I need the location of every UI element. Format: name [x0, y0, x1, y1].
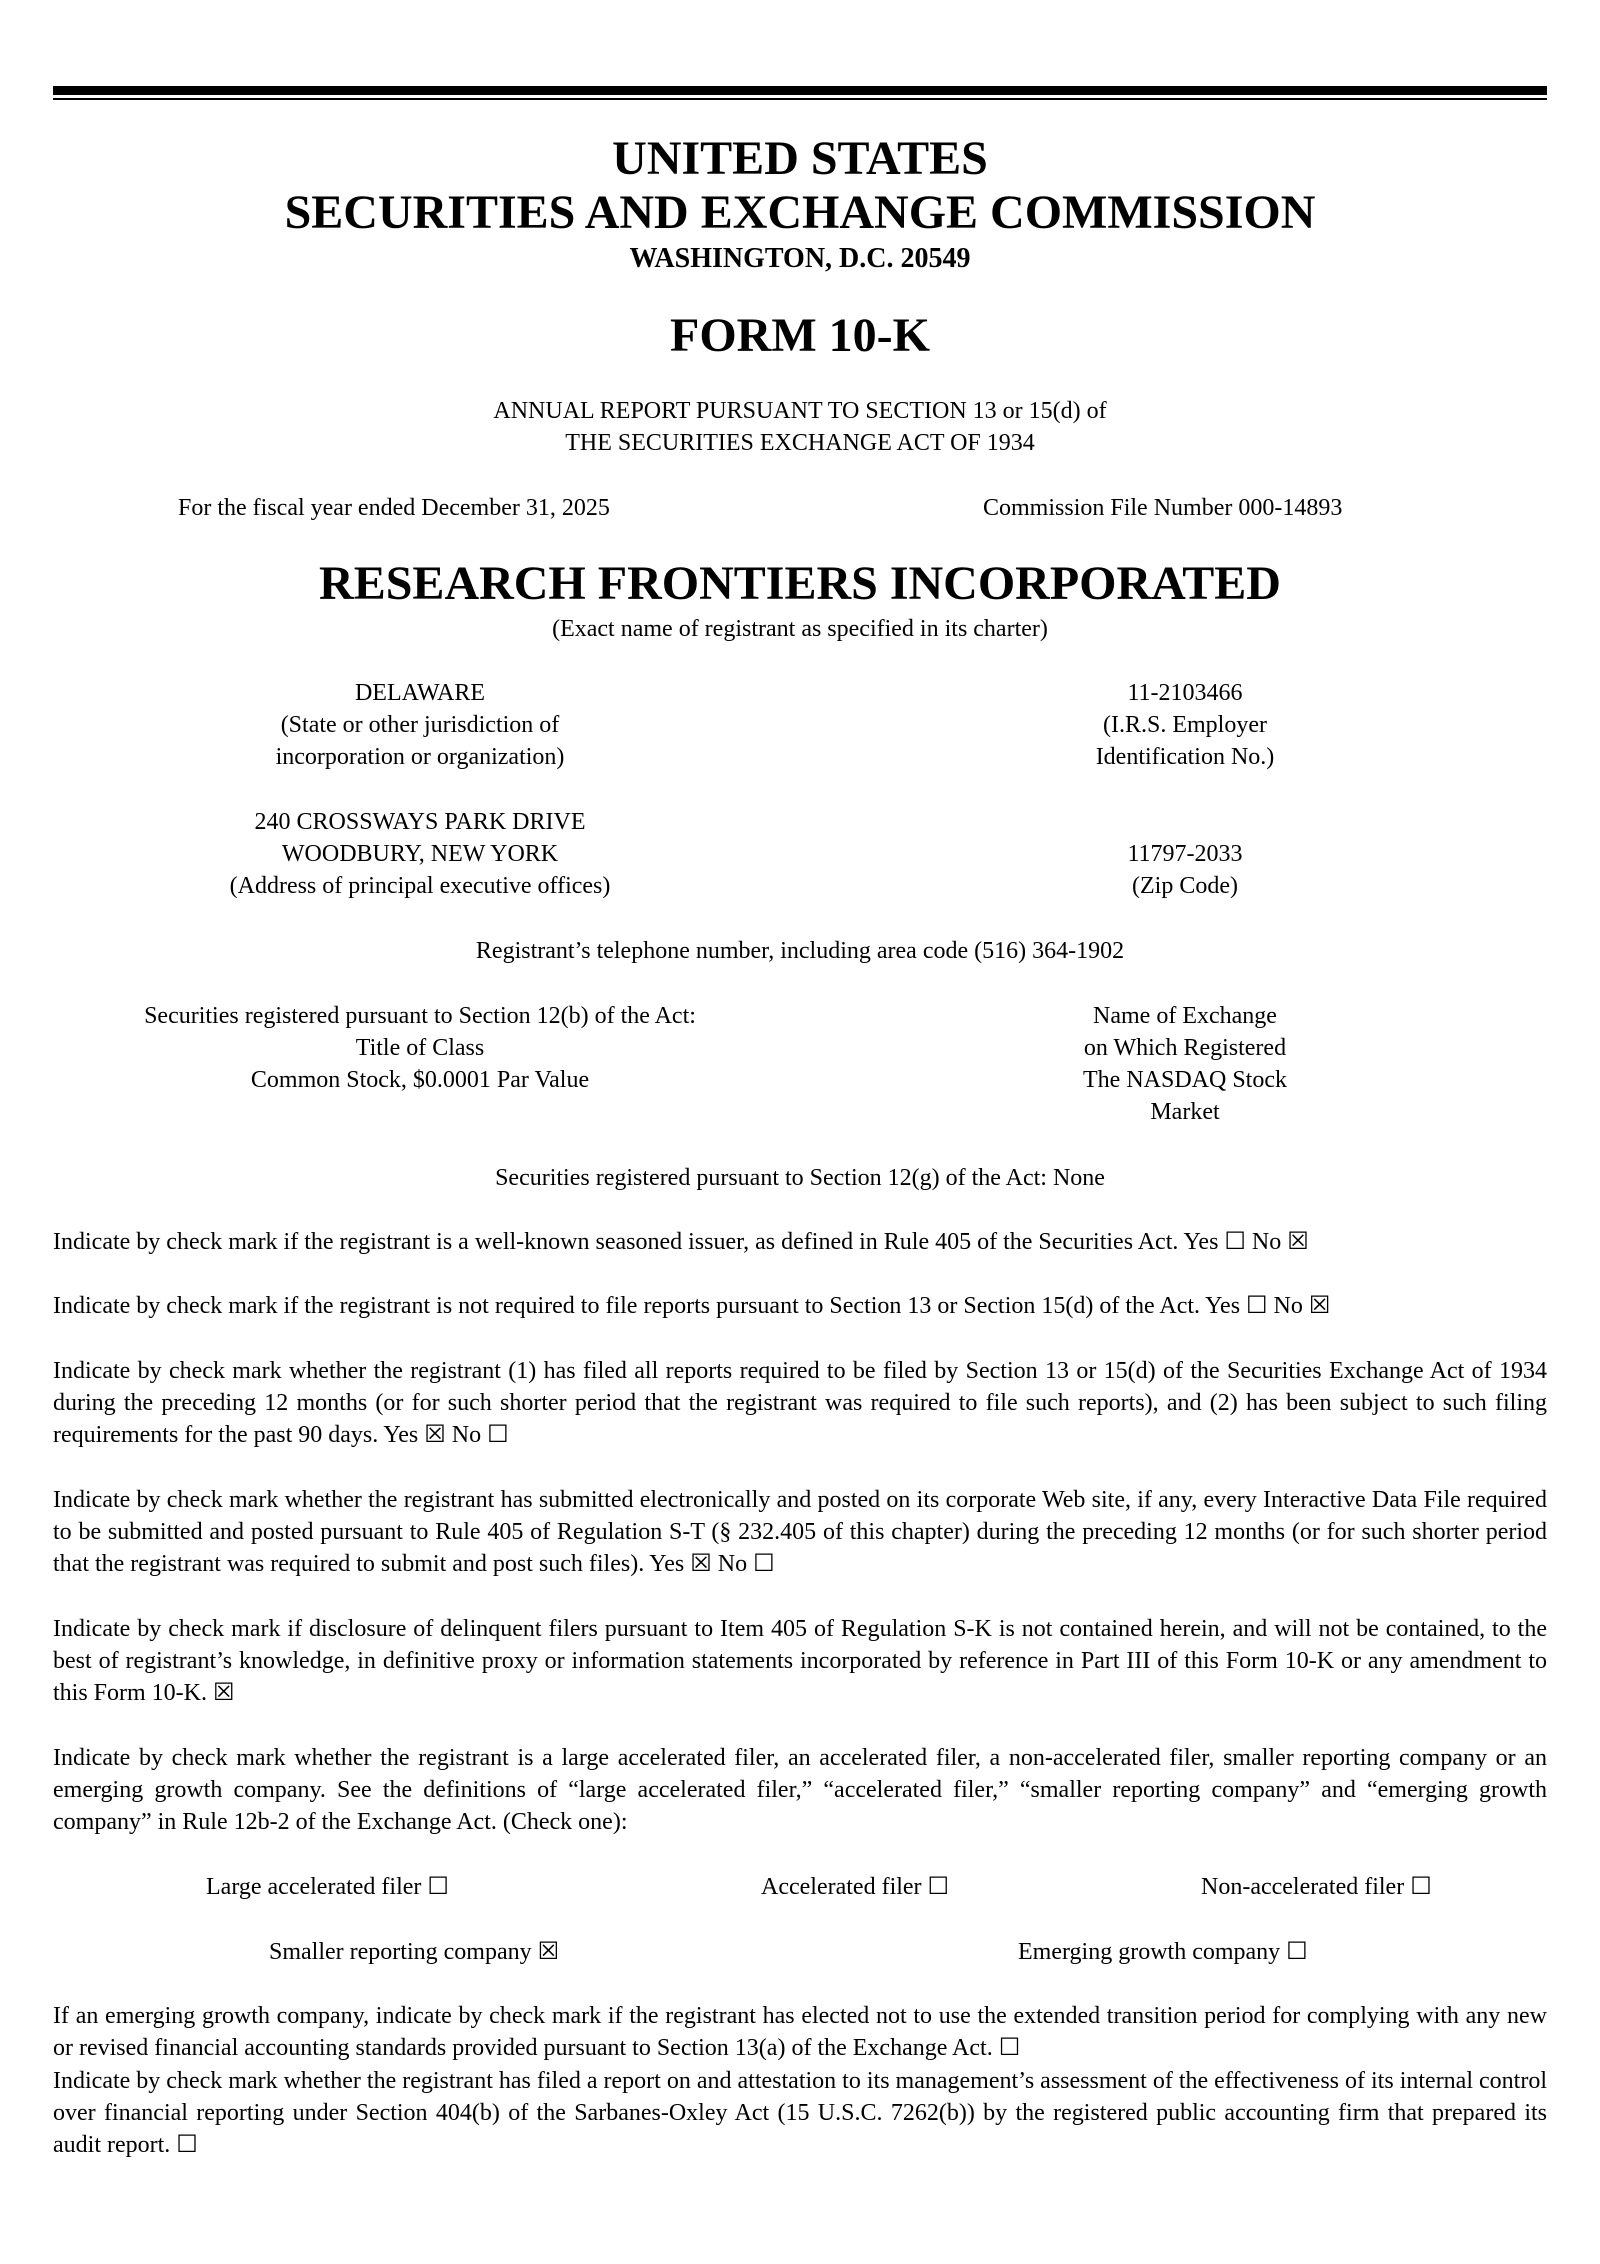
- header-sec: SECURITIES AND EXCHANGE COMMISSION: [284, 186, 1316, 239]
- state-caption-2: incorporation or organization): [275, 744, 565, 770]
- check-attestation: Indicate by check mark whether the registrant has filed a report on and attestation to its management’s assessment of the effectiveness of its internal control over financial reporting under Section 404(b) of the Sarbanes-Oxley Act (15 U.S.C. 7262(b)) by the registered public accounting firm that prepared its audit report. ☐: [53, 2068, 1547, 2158]
- header-united-states: UNITED STATES: [612, 132, 988, 185]
- option-non-accelerated-filer[interactable]: Non-accelerated filer ☐: [1201, 1874, 1432, 1900]
- exchange-block: [1035, 1000, 1335, 1128]
- top-rule-thick: [53, 86, 1547, 95]
- annual-report-line2: THE SECURITIES EXCHANGE ACT OF 1934: [565, 430, 1035, 456]
- form-title: FORM 10-K: [670, 309, 930, 362]
- state-block: [120, 677, 720, 773]
- check-delinquent-filers: Indicate by check mark if disclosure of delinquent filers pursuant to Item 405 of Regulation S-K is not contained herein, and will not be contained, to the best of registrant’s knowledge, in definitive proxy or information statements incorporated by reference in Part III of this Form 10-K or any amendment to this Form 10-K. ☒: [53, 1616, 1547, 1706]
- check-filed-all-reports: Indicate by check mark whether the registrant (1) has filed all reports required to be filed by Section 13 or 15(d) of the Securities Exchange Act of 1934 during the preceding 12 months (or for such shorter period that the registrant was required to file such reports), and (2) has been subject to such filing requirements for the past 90 days. Yes ☒ No ☐: [53, 1358, 1547, 1448]
- zip-block: [1035, 838, 1335, 902]
- top-rule-thin: [53, 98, 1547, 100]
- securities-12b-block: [60, 1000, 780, 1096]
- registrant-name-caption: (Exact name of registrant as specified in its charter): [552, 616, 1048, 642]
- option-accelerated-filer[interactable]: Accelerated filer ☐: [761, 1874, 950, 1900]
- check-interactive-data: Indicate by check mark whether the registrant has submitted electronically and posted on its corporate Web site, if any, every Interactive Data File required to be submitted and posted pursuant to Rule 405 of Regulation S-T (§ 232.405 of this chapter) during the preceding 12 months (or for such shorter period that the registrant was required to submit and post such files). Yes ☒ No ☐: [53, 1487, 1547, 1577]
- title-of-class-label: Title of Class: [355, 1035, 485, 1061]
- ein-caption-1: (I.R.S. Employer: [1103, 712, 1267, 738]
- exchange-label-2: on Which Registered: [1083, 1035, 1287, 1061]
- check-transition-period: If an emerging growth company, indicate by check mark if the registrant has elected not to use the extended transition period for complying with any new or revised financial accounting standards provided pursuant to Section 13(a) of the Exchange Act. ☐: [53, 2003, 1547, 2061]
- exchange-value-1: The NASDAQ Stock: [1083, 1067, 1287, 1093]
- exchange-value-2: Market: [1150, 1099, 1220, 1125]
- registrant-telephone: Registrant’s telephone number, including area code (516) 364-1902: [475, 938, 1125, 964]
- check-filer-type: Indicate by check mark whether the registrant is a large accelerated filer, an accelerated filer, a non-accelerated filer, smaller reporting company or an emerging growth company. See the definitions of “large accelerated filer,” “accelerated filer,” “smaller reporting company” and “emerging growth company” in Rule 12b-2 of the Exchange Act. (Check one):: [53, 1745, 1547, 1835]
- section-12g: Securities registered pursuant to Section 12(g) of the Act: None: [495, 1165, 1105, 1191]
- option-emerging-growth-company[interactable]: Emerging growth company ☐: [1018, 1939, 1308, 1965]
- ein-caption-2: Identification No.): [1095, 744, 1275, 770]
- address-caption: (Address of principal executive offices): [229, 873, 611, 899]
- address-line-1: 240 CROSSWAYS PARK DRIVE: [254, 809, 586, 835]
- ein-block: [1035, 677, 1335, 773]
- option-smaller-reporting-company[interactable]: Smaller reporting company ☒: [269, 1939, 560, 1965]
- exchange-label-1: Name of Exchange: [1093, 1003, 1277, 1029]
- fiscal-year-ended: For the fiscal year ended December 31, 2025: [178, 495, 610, 521]
- section-12b-label: Securities registered pursuant to Section 12(b) of the Act:: [144, 1003, 696, 1029]
- ein-value: 11-2103466: [1127, 680, 1243, 706]
- annual-report-line1: ANNUAL REPORT PURSUANT TO SECTION 13 or 15(d) of: [493, 398, 1107, 424]
- registrant-name: RESEARCH FRONTIERS INCORPORATED: [319, 557, 1281, 610]
- commission-file-number: Commission File Number 000-14893: [983, 495, 1343, 521]
- option-large-accelerated-filer[interactable]: Large accelerated filer ☐: [206, 1874, 449, 1900]
- title-of-class-value: Common Stock, $0.0001 Par Value: [250, 1067, 590, 1093]
- header-washington: WASHINGTON, D.C. 20549: [629, 243, 971, 274]
- zip-value: 11797-2033: [1127, 841, 1243, 867]
- state-value: DELAWARE: [354, 680, 486, 706]
- address-block: [120, 806, 720, 902]
- check-not-required: Indicate by check mark if the registrant is not required to file reports pursuant to Section 13 or Section 15(d) of the Act. Yes ☐ No ☒: [53, 1293, 1331, 1319]
- check-wksi: Indicate by check mark if the registrant is a well-known seasoned issuer, as defined in Rule 405 of the Securities Act. Yes ☐ No ☒: [53, 1229, 1309, 1255]
- address-line-2: WOODBURY, NEW YORK: [281, 841, 559, 867]
- state-caption-1: (State or other jurisdiction of: [280, 712, 560, 738]
- zip-caption: (Zip Code): [1132, 873, 1238, 899]
